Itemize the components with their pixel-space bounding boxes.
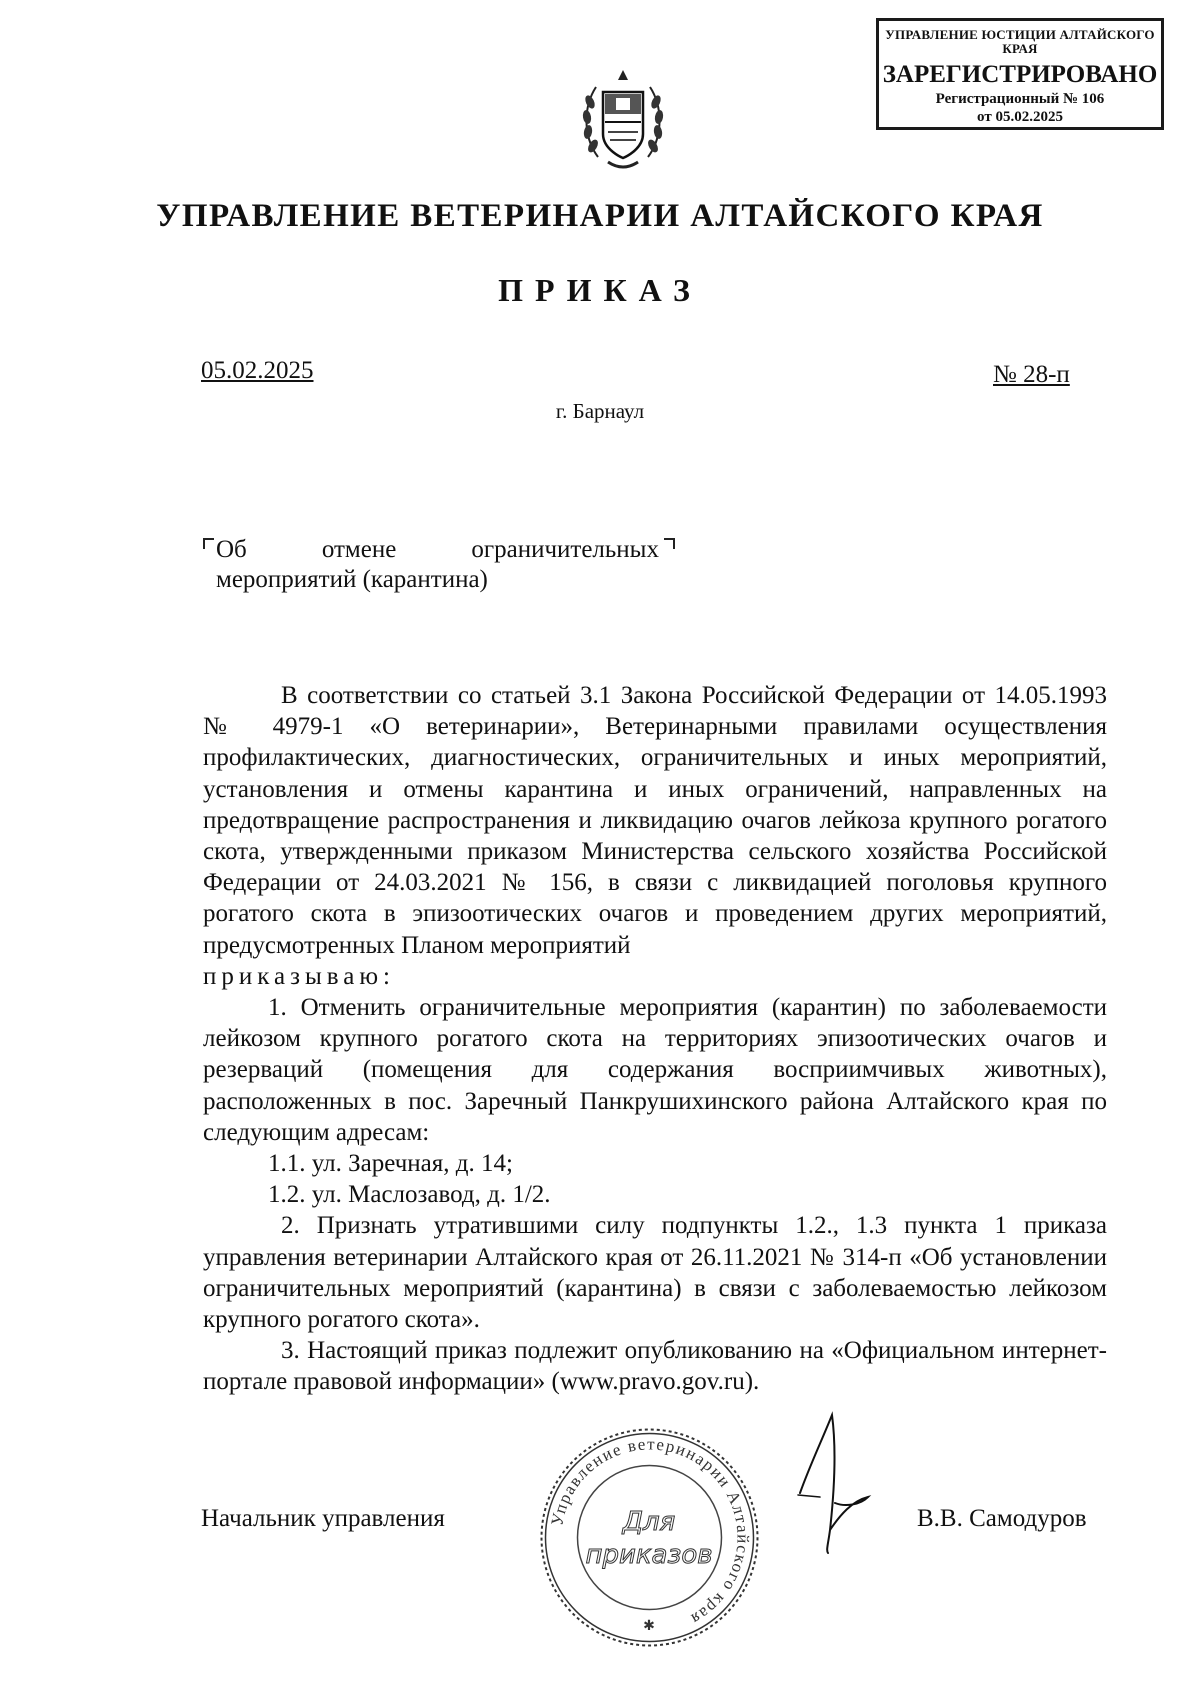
item-2: 2. Признать утратившими силу подпункты 1.2., 1.3 пункта 1 приказа управления ветеринарии Алтайского края от 26.11.2021 № 314-п «Об установлении ограничительных мероприятий (карантина) в связи с заболеваемостью лейкозом крупного рогатого скота». — [203, 1212, 1107, 1334]
document-subject — [203, 535, 659, 595]
subject-word-3: ограничительных — [471, 536, 659, 563]
subject-bracket-left — [203, 538, 214, 549]
organization-title: УПРАВЛЕНИЕ ВЕТЕРИНАРИИ АЛТАЙСКОГО КРАЯ — [156, 198, 1044, 234]
subject-line-2: мероприятий (карантина) — [216, 566, 488, 593]
seal-center-line-2: приказов — [585, 1540, 713, 1570]
document-type: ПРИКАЗ — [498, 272, 702, 308]
signatory-name: В.В. Самодуров — [917, 1505, 1087, 1532]
subject-bracket-right — [664, 538, 675, 549]
registration-stamp — [876, 18, 1164, 130]
item-3: 3. Настоящий приказ подлежит опубликованию на «Официальном интернет-портале правовой информации» (www.pravo.gov.ru). — [203, 1337, 1107, 1396]
seal-star-icon: ✱ — [643, 1619, 655, 1634]
document-number: № 28-п — [993, 361, 1070, 388]
document-city: г. Барнаул — [555, 399, 645, 423]
subject-word-1: Об — [216, 536, 247, 563]
registration-org: УПРАВЛЕНИЕ ЮСТИЦИИ АЛТАЙСКОГО КРАЯ — [885, 27, 1155, 56]
item-1: 1. Отменить ограничительные мероприятия (карантин) по заболеваемости лейкозом крупного рогатого скота на территориях эпизоотических очагов и резерваций (помещения для содержания восприимчивых животных), расположенных в пос. Заречный Панкрушихинского района Алтайского края по следующим адресам: — [203, 994, 1107, 1146]
item-1-1: 1.1. ул. Заречная, д. 14; — [268, 1150, 513, 1178]
signatory-title: Начальник управления — [201, 1505, 445, 1532]
registration-status: ЗАРЕГИСТРИРОВАНО — [882, 61, 1158, 88]
coat-of-arms-icon — [578, 62, 668, 182]
document-body — [203, 680, 1107, 1398]
official-seal — [537, 1425, 762, 1650]
handwritten-signature — [790, 1405, 900, 1555]
registration-number: Регистрационный № 106 — [935, 91, 1105, 107]
document-date: 05.02.2025 — [201, 357, 314, 384]
registration-date: от 05.02.2025 — [977, 109, 1063, 125]
order-word: приказываю: — [203, 962, 395, 990]
subject-word-2: отмене — [321, 536, 397, 563]
preamble-paragraph: В соответствии со статьей 3.1 Закона Российской Федерации от 14.05.1993 № 4979-1 «О ветеринарии», Ветеринарными правилами осуществления профилактических, диагностических, ограничительных и иных мероприятий, установления и отмены карантина и иных ограничений, направленных на предотвращение распространения и ликвидацию очагов лейкоза крупного рогатого скота, утвержденными приказом Министерства сельского хозяйства Российской Федерации от 24.03.2021 № 156, в связи с ликвидацией поголовья крупного рогатого скота в эпизоотических очагов и проведением других мероприятий, предусмотренных Планом мероприятий — [203, 682, 1107, 959]
seal-ring-text: Управление ветеринарии Алтайского края — [547, 1434, 753, 1630]
seal-center-line-1: Для — [622, 1507, 676, 1537]
item-1-2: 1.2. ул. Маслозавод, д. 1/2. — [268, 1181, 551, 1209]
